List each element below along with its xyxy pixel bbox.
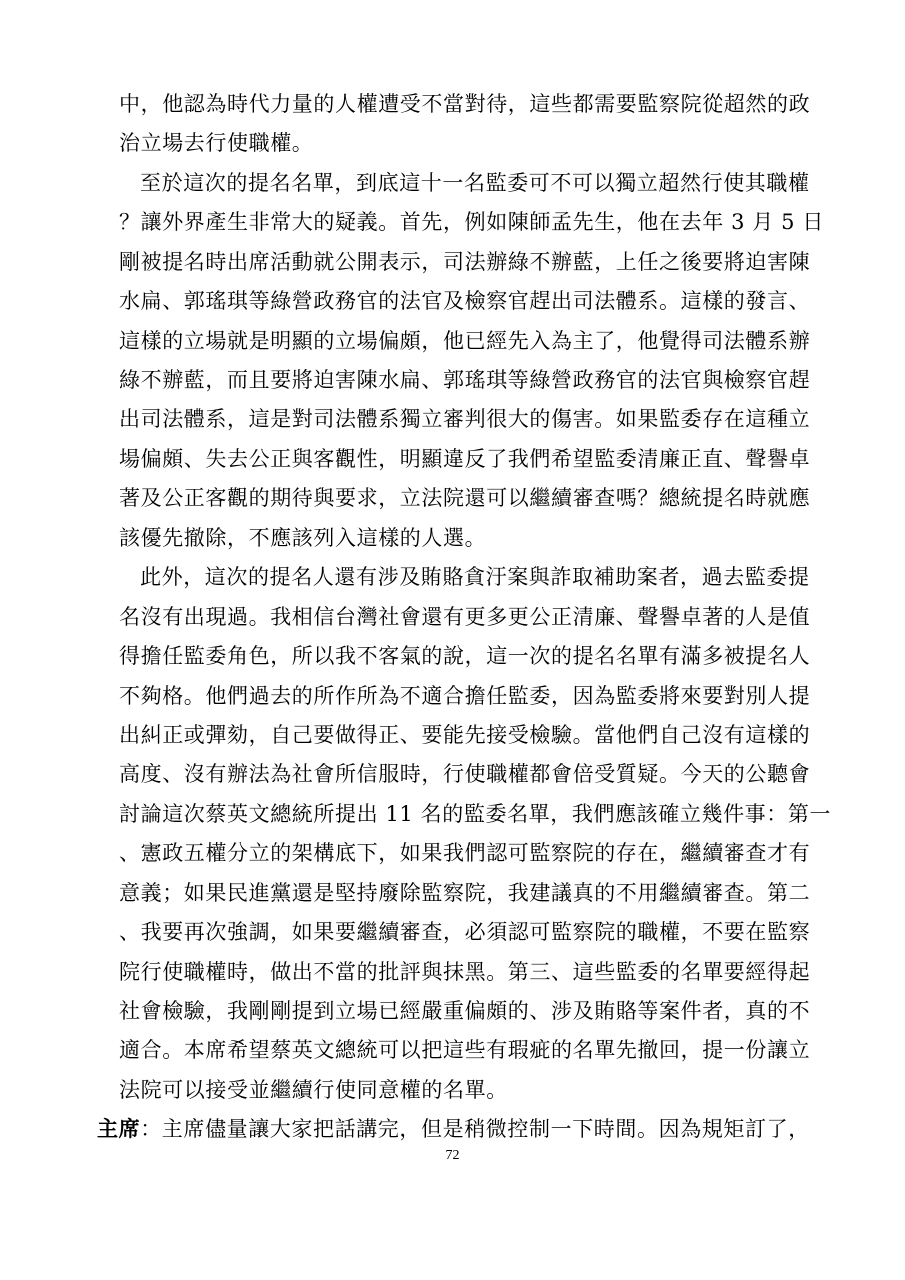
text-line: 至於這次的提名名單，到底這十一名監委可不可以獨立超然行使其職權	[140, 171, 810, 195]
text-line: 著及公正客觀的期待與要求，立法院還可以繼續審查嗎？總統提名時就應	[119, 486, 811, 510]
text-line: 出糾正或彈劾，自己要做得正、要能先接受檢驗。當他們自己沒有這樣的	[119, 723, 811, 747]
text-line: 中，他認為時代力量的人權遭受不當對待，這些都需要監察院從超然的政	[119, 92, 811, 116]
text-line: 這樣的立場就是明顯的立場偏頗，他已經先入為主了，他覺得司法體系辦	[119, 329, 811, 353]
text-line: ？讓外界產生非常大的疑義。首先，例如陳師孟先生，他在去年 3 月 5 日	[119, 210, 825, 234]
text-line: 出司法體系，這是對司法體系獨立審判很大的傷害。如果監委存在這種立	[119, 407, 811, 431]
text-line: 適合。本席希望蔡英文總統可以把這些有瑕疵的名單先撤回，提一份讓立	[119, 1038, 811, 1062]
text-line: 此外，這次的提名人還有涉及賄賂貪汙案與詐取補助案者，過去監委提	[140, 565, 810, 589]
text-line: 院行使職權時，做出不當的批評與抹黑。第三、這些監委的名單要經得起	[119, 960, 811, 984]
text-line: 不夠格。他們過去的所作所為不適合擔任監委，因為監委將來要對別人提	[119, 684, 811, 708]
text-line: 治立場去行使職權。	[119, 131, 314, 155]
text-line: 法院可以接受並繼續行使同意權的名單。	[119, 1078, 508, 1102]
text-line: 綠不辦藍，而且要將迫害陳水扁、郭瑤琪等綠營政務官的法官與檢察官趕	[119, 368, 811, 392]
text-line: 剛被提名時出席活動就公開表示，司法辦綠不辦藍，上任之後要將迫害陳	[119, 250, 811, 274]
text-line: 、我要再次強調，如果要繼續審查，必須認可監察院的職權，不要在監察	[119, 920, 811, 944]
page-number: 72	[445, 1148, 460, 1163]
text-line: 水扁、郭瑤琪等綠營政務官的法官及檢察官趕出司法體系。這樣的發言、	[119, 289, 811, 313]
text-line: 高度、沒有辦法為社會所信服時，行使職權都會倍受質疑。今天的公聽會	[119, 762, 811, 786]
text-line: 得擔任監委角色，所以我不客氣的說，這一次的提名名單有滿多被提名人	[119, 644, 811, 668]
speaker-name: 主席	[97, 1117, 141, 1141]
speaker-line	[97, 1117, 810, 1141]
text-line: 場偏頗、失去公正與客觀性，明顯違反了我們希望監委清廉正直、聲譽卓	[119, 447, 811, 471]
text-line: 討論這次蔡英文總統所提出 11 名的監委名單，我們應該確立幾件事：第一	[119, 802, 832, 826]
text-line: 名沒有出現過。我相信台灣社會還有更多更公正清廉、聲譽卓著的人是值	[119, 605, 811, 629]
text-line: 意義；如果民進黨還是堅持廢除監察院，我建議真的不用繼續審查。第二	[119, 881, 811, 905]
text-line: 、憲政五權分立的架構底下，如果我們認可監察院的存在，繼續審查才有	[119, 841, 811, 865]
speaker-text: ：主席儘量讓大家把話講完，但是稍微控制一下時間。因為規矩訂了，	[140, 1117, 810, 1141]
text-line: 該優先撤除，不應該列入這樣的人選。	[119, 526, 487, 550]
text-line: 社會檢驗，我剛剛提到立場已經嚴重偏頗的、涉及賄賂等案件者，真的不	[119, 999, 811, 1023]
